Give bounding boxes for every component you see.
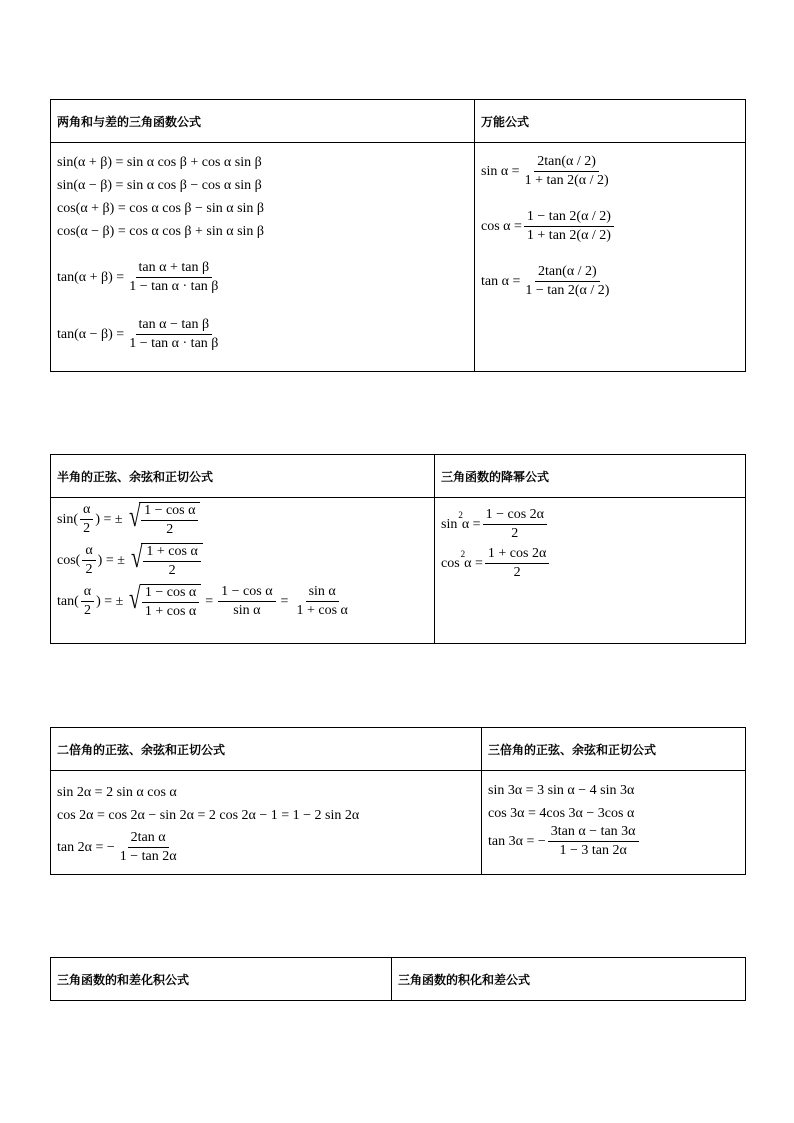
sin-squared-den: 2 bbox=[511, 526, 519, 541]
half-tan-frac2-num: sin α bbox=[306, 585, 339, 602]
sin-squared-exp: 2 bbox=[458, 510, 463, 520]
tan-double-num: 2tan α bbox=[128, 831, 169, 848]
universal-sin-denominator: 1 + tan 2(α / 2) bbox=[524, 173, 609, 188]
half-angle-cell bbox=[51, 498, 435, 644]
half-cos-root-den: 2 bbox=[168, 563, 176, 578]
formula-sin-diff: sin(α − β) = sin α cos β − cos α sin β bbox=[57, 177, 262, 193]
universal-tan-denominator: 1 − tan 2(α / 2) bbox=[525, 283, 610, 298]
sum-difference-table bbox=[50, 99, 746, 372]
formula-sin-squared bbox=[441, 508, 739, 541]
half-tan-root-num: 1 − cos α bbox=[142, 586, 199, 603]
formula-sin-double: sin 2α = 2 sin α cos α bbox=[57, 784, 177, 800]
tan-sum-numerator: tan α + tan β bbox=[136, 261, 213, 278]
triple-angle-cell bbox=[482, 771, 746, 875]
half-cos-fn: cos( bbox=[57, 552, 81, 568]
tan-triple-num: 3tan α − tan 3α bbox=[548, 825, 639, 842]
header-power-reduction: 三角函数的降幂公式 bbox=[435, 455, 746, 498]
sin-squared-num: 1 − cos 2α bbox=[483, 508, 547, 525]
formula-half-sin bbox=[57, 502, 428, 537]
cos-squared-fn: cos bbox=[441, 555, 460, 571]
half-tan-frac2-den: 1 + cos α bbox=[296, 603, 348, 618]
formula-half-tan bbox=[57, 584, 428, 619]
tan-sum-denominator: 1 − tan α · tan β bbox=[129, 279, 219, 294]
half-sin-angle bbox=[80, 503, 93, 536]
formula-cos-sum: cos(α + β) = cos α cos β − sin α sin β bbox=[57, 200, 265, 216]
tan-diff-lhs: tan(α − β) = bbox=[57, 326, 125, 342]
cos-squared-fraction bbox=[485, 547, 549, 580]
half-tan-frac2 bbox=[293, 585, 350, 618]
cos-squared-rest: α = bbox=[464, 555, 483, 571]
universal-tan-lhs: tan α = bbox=[481, 273, 521, 289]
half-tan-fn: tan( bbox=[57, 593, 79, 609]
tan-triple-lhs: tan 3α = − bbox=[488, 833, 546, 849]
tan-diff-fraction bbox=[126, 318, 221, 351]
tan-double-den: 1 − tan 2α bbox=[119, 849, 177, 864]
half-cos-angle-den: 2 bbox=[85, 562, 93, 577]
header-double-angle: 二倍角的正弦、余弦和正切公式 bbox=[51, 728, 482, 771]
half-tan-close: ) = ± bbox=[96, 593, 124, 609]
half-tan-frac1 bbox=[218, 585, 275, 618]
universal-sin-fraction bbox=[522, 155, 612, 188]
formula-tan-triple bbox=[488, 825, 739, 858]
sum-difference-cell bbox=[51, 143, 475, 372]
formula-tan-diff bbox=[57, 318, 468, 351]
tan-diff-denominator: 1 − tan α · tan β bbox=[129, 336, 219, 351]
half-sin-root: √ $\frac{\text{1 − cos α}}{2}$ bbox=[124, 502, 201, 537]
universal-cos-numerator: 1 − tan 2(α / 2) bbox=[524, 210, 614, 227]
half-sin-close: ) = ± bbox=[95, 511, 123, 527]
half-tan-angle-num: α bbox=[81, 585, 94, 602]
sin-squared-fn: sin bbox=[441, 516, 458, 532]
half-tan-eq1: = bbox=[205, 593, 214, 609]
half-cos-root: √ $\frac{\text{1 + cos α}}{2}$ bbox=[126, 543, 203, 578]
formula-sin-sum: sin(α + β) = sin α cos β + cos α sin β bbox=[57, 154, 262, 170]
header-sum-to-product: 三角函数的和差化积公式 bbox=[51, 958, 392, 1001]
half-angle-table bbox=[50, 454, 746, 644]
half-cos-root-fraction bbox=[143, 545, 200, 578]
formula-universal-sin bbox=[481, 155, 739, 188]
half-cos-close: ) = ± bbox=[97, 552, 125, 568]
header-triple-angle: 三倍角的正弦、余弦和正切公式 bbox=[482, 728, 746, 771]
universal-sin-numerator: 2tan(α / 2) bbox=[534, 155, 599, 172]
universal-tan-fraction bbox=[522, 265, 612, 298]
header-half-angle: 半角的正弦、余弦和正切公式 bbox=[51, 455, 435, 498]
formula-sin-triple: sin 3α = 3 sin α − 4 sin 3α bbox=[488, 782, 635, 798]
universal-cos-fraction bbox=[524, 210, 614, 243]
sum-product-table bbox=[50, 957, 746, 1001]
half-sin-root-num: 1 − cos α bbox=[141, 504, 198, 521]
half-tan-eq2: = bbox=[280, 593, 289, 609]
tan-triple-fraction bbox=[548, 825, 639, 858]
double-angle-cell bbox=[51, 771, 482, 875]
half-sin-angle-num: α bbox=[80, 503, 93, 520]
universal-tan-numerator: 2tan(α / 2) bbox=[535, 265, 600, 282]
formula-cos-double: cos 2α = cos 2α − sin 2α = 2 cos 2α − 1 = 1 − 2 sin 2α bbox=[57, 807, 360, 823]
half-tan-root-fraction bbox=[142, 586, 199, 619]
half-tan-root-den: 1 + cos α bbox=[144, 604, 197, 619]
half-cos-angle bbox=[82, 544, 95, 577]
cos-squared-exp: 2 bbox=[460, 549, 466, 559]
header-universal: 万能公式 bbox=[475, 100, 746, 143]
half-sin-fn: sin( bbox=[57, 511, 78, 527]
cos-squared-num: 1 + cos 2α bbox=[485, 547, 549, 564]
universal-cos-denominator: 1 + tan 2(α / 2) bbox=[526, 228, 611, 243]
tan-double-lhs: tan 2α = − bbox=[57, 839, 115, 855]
sin-squared-fraction bbox=[483, 508, 547, 541]
tan-sum-lhs: tan(α + β) = bbox=[57, 269, 125, 285]
half-sin-root-den: 2 bbox=[166, 522, 174, 537]
half-cos-root-num: 1 + cos α bbox=[143, 545, 200, 562]
header-product-to-sum: 三角函数的积化和差公式 bbox=[392, 958, 746, 1001]
power-reduction-cell bbox=[435, 498, 746, 644]
half-tan-frac1-den: sin α bbox=[233, 603, 261, 618]
half-tan-angle-den: 2 bbox=[83, 603, 91, 618]
tan-diff-numerator: tan α − tan β bbox=[136, 318, 213, 335]
multiple-angle-table bbox=[50, 727, 746, 875]
formula-tan-sum bbox=[57, 261, 468, 294]
tan-double-fraction bbox=[117, 831, 180, 864]
tan-sum-fraction bbox=[126, 261, 221, 294]
cos-squared-den: 2 bbox=[513, 565, 521, 580]
tan-triple-den: 1 − 3 tan 2α bbox=[559, 843, 627, 858]
formula-half-cos bbox=[57, 543, 428, 578]
half-tan-angle bbox=[81, 585, 94, 618]
half-sin-angle-den: 2 bbox=[83, 521, 91, 536]
universal-cell bbox=[475, 143, 746, 372]
half-cos-angle-num: α bbox=[82, 544, 95, 561]
header-sum-difference: 两角和与差的三角函数公式 bbox=[51, 100, 475, 143]
half-sin-root-fraction bbox=[141, 504, 198, 537]
formula-universal-tan bbox=[481, 265, 739, 298]
half-tan-frac1-num: 1 − cos α bbox=[218, 585, 275, 602]
formula-cos-triple: cos 3α = 4cos 3α − 3cos α bbox=[488, 805, 635, 821]
sin-squared-rest: α = bbox=[461, 516, 481, 532]
formula-universal-cos bbox=[481, 210, 739, 243]
formula-tan-double bbox=[57, 831, 475, 864]
formula-cos-diff: cos(α − β) = cos α cos β + sin α sin β bbox=[57, 223, 265, 239]
universal-cos-lhs: cos α = bbox=[481, 218, 522, 234]
formula-cos-squared bbox=[441, 547, 739, 580]
universal-sin-lhs: sin α = bbox=[481, 163, 520, 179]
half-tan-root: √ $\frac{\text{1 − cos α}}{\text{1 + cos α}}$ bbox=[124, 584, 201, 619]
